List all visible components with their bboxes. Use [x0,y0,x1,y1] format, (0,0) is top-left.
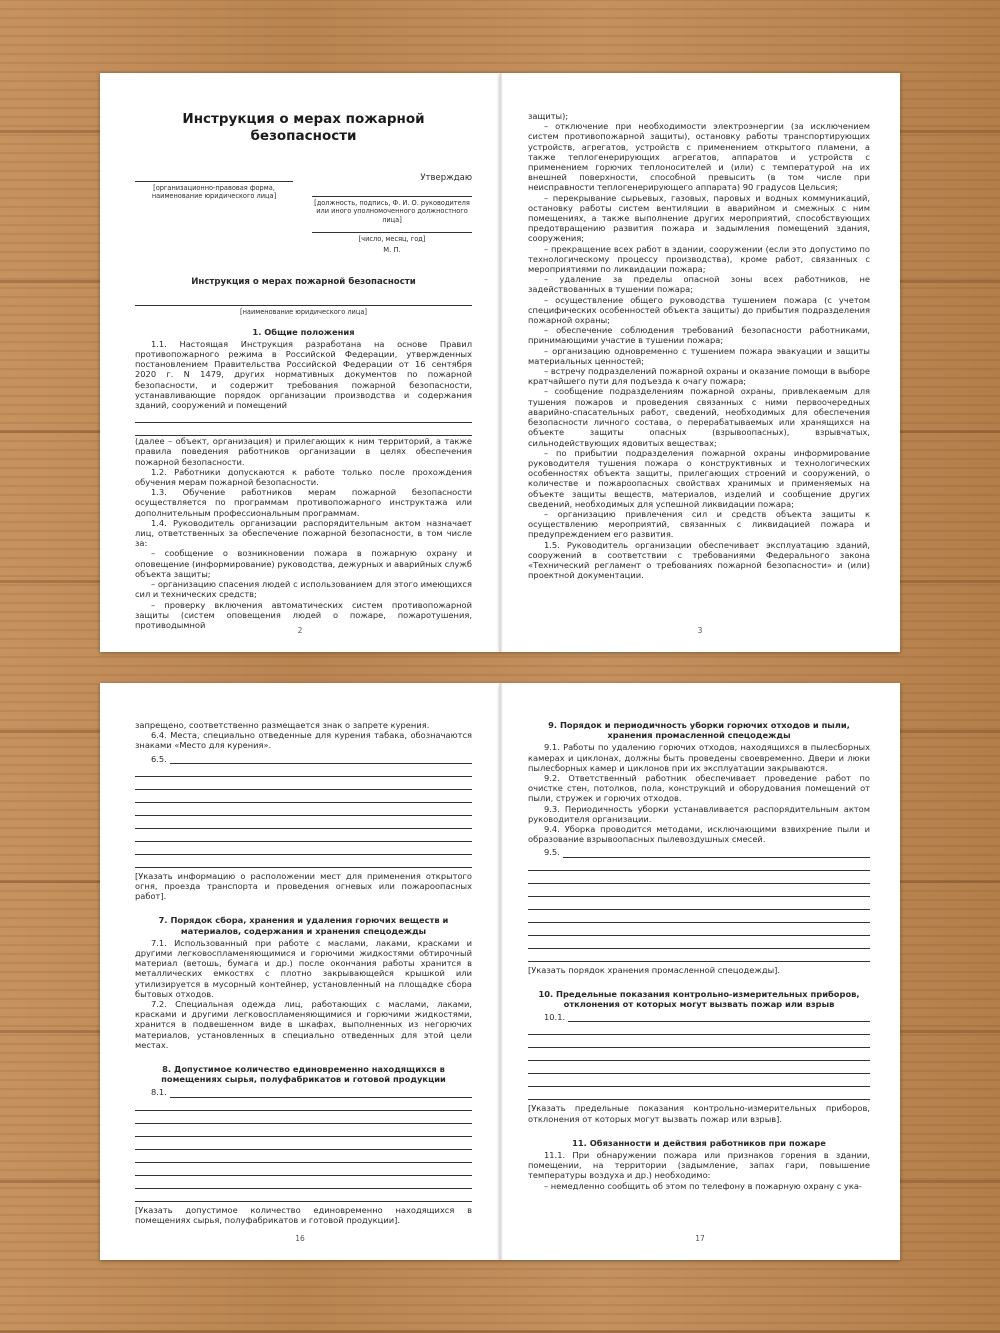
page-number: 2 [297,625,303,635]
paragraph-continued: запрещено, соответственно размещается знак о запрете курения. [135,720,430,730]
list-item: – немедленно сообщить об этом по телефону в пожарную охрану с ука- [544,1180,862,1191]
blank-line [528,1051,870,1061]
fill-in-10-1 [528,1012,870,1022]
document-title: Инструкция о мерах пожарной безопасности [182,111,425,144]
blank-line [135,845,472,855]
blank-line [135,426,472,436]
list-item: – встречу подразделений пожарной охраны и оказание помощи в выборе кратчайшего пути для подъезда к очагу пожара; [528,366,870,387]
signature-caption: [должность, подпись, Ф. И. О. руководителя или иного уполномоченного должностного лица] [314,199,470,224]
blank-line [528,926,870,936]
legal-entity-line [135,297,472,306]
fill-in-9-5 [528,847,870,857]
blank-line [528,913,870,923]
page-2 [100,73,500,652]
blank-line [135,832,472,842]
note-quantity: [Указать допустимое количество единовременно находящихся в помещениях сырья, полуфабрикатов и готовой продукции]. [135,1204,472,1225]
blank-line [135,780,472,790]
paragraph-1-1: 1.1. Настоящая Инструкция разработана на основе Правил противопожарного режима в Российской Федерации, утвержденных постановлением Правительства Российской Федерации от 16 сентября 2020 г. N 1479, других нормативных документов по пожарной безопасности, и содержит требования пожарной безопасности, устанавливающие порядок организации производства и содержания зданий, сооружений и помещений [135,338,472,411]
note-instruments: [Указать предельные показания контрольно-измерительных приборов, отклонения от которых могут вызвать пожар или взрыв]. [528,1103,870,1124]
paragraph-7-1: 7.1. Использованный при работе с маслами, лаками, красками и другими легковоспламеняющимися и горючими жидкостями обтирочный материал (ветошь, бумага и др.) после окончания работы хранится в металлических емкостях с плотно закрывающейся крышкой или утилизируется в мусорный контейнер, установленный на площадке сбора бытовых отходов. [135,937,472,999]
blank-lines [528,1025,870,1100]
blank-line [135,1114,472,1124]
blank-line [528,900,870,910]
blank-lines [135,767,472,868]
fill-line [170,1088,472,1098]
blank-lines [135,413,472,436]
blank-line [528,874,870,884]
section-10-title: 10. Предельные показания контрольно-измерительных приборов, отклонения от которых могут вызвать пожар или взрыв [538,988,860,1010]
fill-label: 10.1. [544,1012,566,1023]
blank-line [135,1179,472,1189]
fill-label: 8.1. [151,1087,167,1098]
section-8-title: 8. Допустимое количество единовременно находящихся в помещениях сырья, полуфабрикатов и готовой продукции [161,1064,446,1085]
signature-line [312,188,472,197]
section-11-title: 11. Обязанности и действия работников при пожаре [572,1137,826,1148]
blank-line [528,952,870,962]
blank-lines [528,861,870,962]
org-block [135,173,293,255]
list-item: – удаление за пределы опасной зоны всех работников, не задействованных в тушении пожара; [528,274,870,295]
blank-line [135,1140,472,1150]
page-number: 17 [695,1233,705,1243]
blank-line [135,1101,472,1111]
fill-label: 9.5. [544,847,560,858]
blank-line [135,806,472,816]
section-1-title: 1. Общие положения [252,326,355,337]
section-9-title: 9. Порядок и периодичность уборки горючих отходов и пыли, хранения промасленной спецодежды [548,720,850,741]
section-7-title: 7. Порядок сбора, хранения и удаления горючих веществ и материалов, содержания и хранения спецодежды [158,915,449,936]
page-16 [100,683,500,1260]
fill-line [170,754,472,764]
blank-line [135,413,472,423]
paragraph-6-4: 6.4. Места, специально отведенные для курения табака, обозначаются знаками «Место для курения». [135,730,472,751]
approval-header [135,173,472,255]
paragraph-1-5: 1.5. Руководитель организации обеспечивает эксплуатацию зданий, сооружений в соответствии с требованиями Федерального закона «Технический регламент о требованиях пожарной безопасности» и (или) проектной документации. [528,539,870,581]
list-item: – перекрывание сырьевых, газовых, паровых и водных коммуникаций, остановку работы систем вентиляции в аварийном и смежных с ним помещениях, а также выполнение других мероприятий, способствующих предотвращению развития пожара и задымления помещений здания, сооружения; [528,192,870,244]
page-number: 16 [295,1233,305,1243]
list-item: – сообщение подразделениям пожарной охраны, привлекаемым для тушения пожаров и проведения связанных с ними первоочередных аварийно-спасательных работ, сведений, необходимых для обеспечения безопасности личного состава, о перерабатываемых или хранящихся на объекте защиты опасных (взрывоопасных), взрывчатых, сильнодействующих ядовитых веществах; [528,386,870,448]
page-17 [500,683,900,1260]
paragraph-1-2: 1.2. Работники допускаются к работе только после прохождения обучения мерам пожарной безопасности. [135,466,472,488]
blank-line [528,939,870,949]
blank-line [528,861,870,871]
list-item: – организацию привлечения сил и средств объекта защиты к осуществлению мероприятий, связанных с ликвидацией пожара и предупреждением его развития. [528,508,870,540]
fill-label: 6.5. [151,753,167,764]
paragraph-1-3: 1.3. Обучение работников мерам пожарной безопасности осуществляется по программам противопожарного инструктажа или дополнительным профессиональным программам. [135,487,472,518]
paragraph-1-1-continued: (далее – объект, организация) и прилегающих к ним территорий, а также правила поведения работников организации в целях обеспечения пожарной безопасности. [135,436,472,467]
fill-line [568,1012,870,1022]
list-item: – обеспечение соблюдения требований безопасности работниками, принимающими участие в тушении пожара; [528,325,870,346]
paragraph-11-1: 11.1. При обнаружении пожара или признаков горения в здании, помещении, на территории (задымление, запах гари, повышение температуры воздуха и др.) необходимо: [528,1150,870,1181]
fill-line [563,848,870,858]
paragraph-9-4: 9.4. Уборка проводится методами, исключающими взвихрение пыли и образование взрывоопасных пылевоздушных смесей. [528,824,870,845]
list-item: – организацию одновременно с тушением пожара эвакуации и защиты материальных ценностей; [528,345,870,366]
approve-label: Утверждаю [420,173,472,183]
blank-line [135,767,472,777]
blank-line [528,887,870,897]
instruction-subtitle: Инструкция о мерах пожарной безопасности [191,277,416,288]
blank-line [528,1064,870,1074]
list-item: – по прибытии подразделения пожарной охраны информирование руководителя тушения пожара о конструктивных и технологических особенностях объекта защиты, прилегающих строений и сооружений, о количестве и пожароопасных свойствах хранимых и применяемых на объекте защиты веществ, материалов, изделий и сообщение других сведений, необходимых для успешной ликвидации пожара; [528,447,870,509]
list-item: – прекращение всех работ в здании, сооружении (если это допустимо по технологическому процессу производства), кроме работ, связанных с мероприятиями по ликвидации пожара; [528,243,870,275]
fill-in-8-1 [135,1087,472,1097]
paragraph-1-4: 1.4. Руководитель организации распорядительным актом назначает лиц, ответственных за обеспечение пожарной безопасности, в том числе за: [135,517,472,549]
org-caption: [организационно-правовая форма, наименование юридического лица] [151,184,277,201]
blank-line [135,1127,472,1137]
blank-line [135,1166,472,1176]
fill-in-6-5 [135,754,472,764]
blank-line [528,1077,870,1087]
seal-label: М. П. [383,246,401,255]
date-line [312,224,472,233]
date-caption: [число, месяц, год] [358,234,426,243]
note-workwear: [Указать порядок хранения промасленной спецодежды]. [528,964,781,975]
list-item: – сообщение о возникновении пожара в пожарную охрану и оповещение (информирование) руководства, дежурных и аварийных служб объекта защиты; [135,548,472,579]
blank-line [135,793,472,803]
paragraph-9-1: 9.1. Работы по удалению горючих отходов, находящихся в пылесборных камерах и циклонах, должны быть проведены своевременно. Двери и люки пылесборных камер и циклонов при их эксплуатации закрываются. [528,742,870,773]
list-item: – отключение при необходимости электроэнергии (за исключением систем противопожарной защиты), остановку работы транспортирующих устройств, агрегатов, устройств с применением открытого пламени, а также теплогенерирующих агрегатов, аппаратов и устройств с применением горючих теплоносителей и (или) с температурой на их внешней поверхности, способной превысить (в том числе при неисправности теплогенерирующего аппарата) 90 градусов Цельсия; [528,121,870,193]
approval-block [312,173,472,255]
list-item: – осуществление общего руководства тушением пожара (с учетом специфических особенностей объекта защиты) до прибытия подразделения пожарной охраны; [528,294,870,326]
blank-line [528,1038,870,1048]
blank-lines [135,1101,472,1202]
blank-line [528,1025,870,1035]
blank-line [135,1192,472,1202]
paragraph-9-2: 9.2. Ответственный работник обеспечивает проведение работ по очистке стен, потолков, пола, конструкций и оборудования помещений от пыли, стружек и горючих отходов. [528,773,870,804]
blank-line [135,1153,472,1163]
blank-line [135,858,472,868]
note-open-fire: [Указать информацию о расположении мест для применения открытого огня, проезда транспорта и проведения огневых или пожароопасных работ]. [135,870,472,902]
org-line [135,173,293,182]
page-3 [500,73,900,652]
paragraph-9-3: 9.3. Периодичность уборки устанавливается распорядительным актом руководителя организации. [528,803,870,824]
list-item: – организацию спасения людей с использованием для этого имеющихся сил и технических средств; [135,579,472,600]
legal-entity-caption: [наименование юридического лица] [240,308,367,317]
list-item: – проверку включения автоматических систем противопожарной защиты (систем оповещения людей о пожаре, пожаротушения, противодымной [135,599,472,630]
paragraph-continued: защиты); [528,111,569,121]
blank-line [528,1090,870,1100]
blank-line [135,819,472,829]
page-number: 3 [697,625,703,635]
paragraph-7-2: 7.2. Специальная одежда лиц, работающих с маслами, лаками, красками и другими легковоспламеняющимися и горючими жидкостями, хранится в подвешенном виде в шкафах, выполненных из негорючих материалов, установленных в специально отведенных для этой цели местах. [135,999,472,1050]
